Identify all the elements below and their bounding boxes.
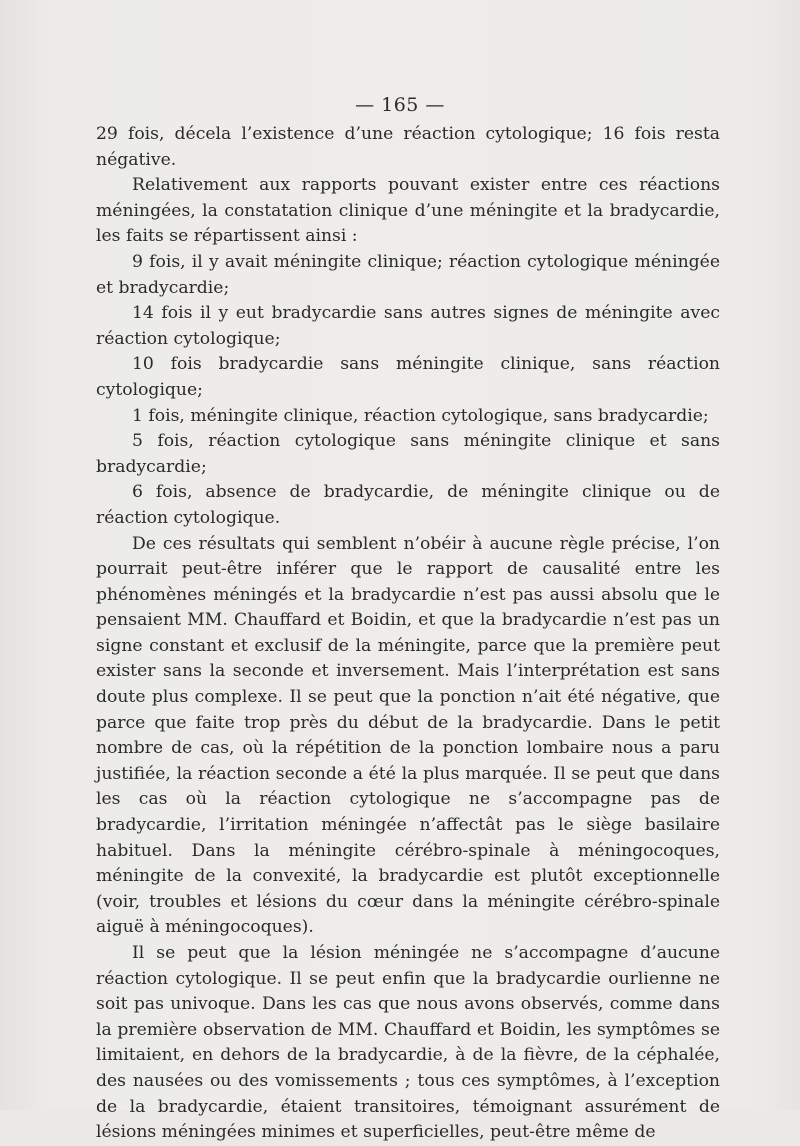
- page-number: — 165 —: [355, 94, 445, 116]
- paragraph: Il se peut que la lésion méningée ne s’accompagne d’aucune réaction cytologique. Il se peut enfin que la bradycardie ourlienne ne soit pas univoque. Dans les cas que nous avons observés, comme dans la première observation de MM. Chauffard et Boidin, les symptômes se limitaient, en dehors de la bradycardie, à de la fièvre, de la céphalée, des nausées ou des vomissements ; tous ces symptômes, à l’exception de la bradycardie, étaient transitoires, témoignant assurément de lésions méningées minimes et superficielles, peut-être même de: [96, 943, 720, 1143]
- list-item: 6 fois, absence de bradycardie, de méningite clinique ou de réaction cytologique.: [96, 482, 720, 528]
- list-item: 14 fois il y eut bradycardie sans autres signes de méningite avec réaction cytologique;: [96, 303, 720, 349]
- body-text: [96, 122, 720, 1146]
- list-item: 1 fois, méningite clinique, réaction cytologique, sans bradycardie;: [132, 405, 709, 426]
- paragraph: De ces résultats qui semblent n’obéir à aucune règle précise, l’on pourrait peut-être inférer que le rapport de causalité entre les phénomènes méningés et la bradycardie n’est pas aussi absolu que le pensaient MM. Chauffard et Boidin, et que la bradycardie n’est pas un signe constant et exclusif de la méningite, parce que la première peut exister sans la seconde et inversement. Mais l’interprétation est sans doute plus complexe. Il se peut que la ponction n’ait été négative, que parce que faite trop près du début de la bradycardie. Dans le petit nombre de cas, où la répétition de la ponction lombaire nous a paru justifiée, la réaction seconde a été la plus marquée. Il se peut que dans les cas où la réaction cytologique ne s’accompagne pas de bradycardie, l’irritation méningée n’affectât pas le siège basilaire habituel. Dans la méningite cérébro-spinale à méningocoques, méningite de la convexité, la bradycardie est plutôt exceptionnelle (voir, troubles et lésions du cœur dans la méningite cérébro-spinale aiguë à méningocoques).: [96, 533, 720, 938]
- paragraph: Relativement aux rapports pouvant exister entre ces réactions méningées, la constatation clinique d’une méningite et la bradycardie, les faits se répartissent ainsi :: [96, 175, 720, 247]
- list-item: 9 fois, il y avait méningite clinique; réaction cytologique méningée et bradycardie;: [96, 251, 720, 298]
- list-item: 10 fois bradycardie sans méningite clinique, sans réaction cytologique;: [96, 354, 720, 400]
- list-item: 5 fois, réaction cytologique sans méningite clinique et sans bradycardie;: [96, 431, 720, 477]
- paragraph: 29 fois, décela l’existence d’une réaction cytologique; 16 fois resta négative.: [96, 124, 720, 170]
